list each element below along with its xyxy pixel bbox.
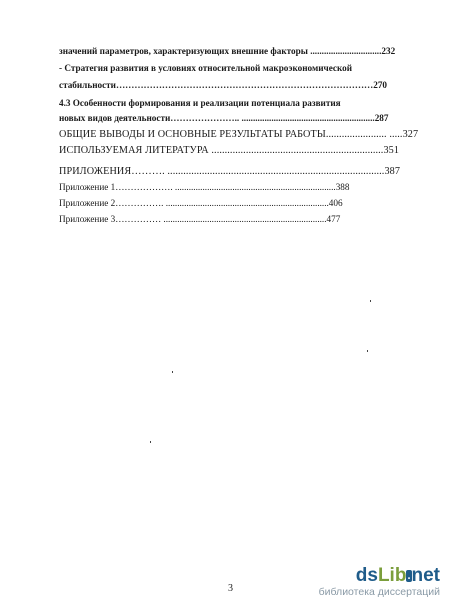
toc-line-5: новых видов деятельности………………….. ..........................................................287	[59, 113, 389, 123]
scan-speck	[370, 300, 371, 302]
toc-line-2: - Стратегия развития в условиях относительной макроэкономической	[59, 63, 353, 73]
page-number: 3	[228, 583, 233, 594]
toc-line-7: ИСПОЛЬЗУЕМАЯ ЛИТЕРАТУРА .................................................................351	[59, 145, 400, 156]
toc-line-10: Приложение 2……………. .......................................................................406	[59, 198, 343, 208]
scan-speck	[150, 441, 151, 443]
toc-line-6: ОБЩИЕ ВЫВОДЫ И ОСНОВНЫЕ РЕЗУЛЬТАТЫ РАБОТЫ....................... .....327	[59, 129, 419, 140]
scan-speck	[367, 350, 368, 352]
toc-line-9: Приложение 1………………. ......................................................................388	[59, 182, 350, 192]
toc-line-8: ПРИЛОЖЕНИЯ………. ..................................................................................387	[59, 166, 401, 177]
watermark-logo-lib: Lib	[377, 565, 407, 586]
toc-line-3: стабильности…………………………………………………………………………270	[59, 80, 388, 90]
scan-speck	[172, 371, 173, 373]
watermark-logo-net: net	[411, 565, 440, 586]
watermark-subtitle: библиотека диссертаций	[318, 586, 440, 598]
toc-line-1: значений параметров, характеризующих внешние факторы ...............................232	[59, 46, 396, 56]
watermark-logo	[319, 566, 440, 586]
watermark-logo-dot: .	[407, 570, 411, 582]
toc-line-11: Приложение 3…………… .......................................................................477	[59, 214, 341, 224]
toc-line-4: 4.3 Особенности формирования и реализации потенциала развития	[59, 98, 341, 108]
watermark-logo-ds: ds	[355, 565, 378, 586]
watermark	[319, 566, 440, 599]
